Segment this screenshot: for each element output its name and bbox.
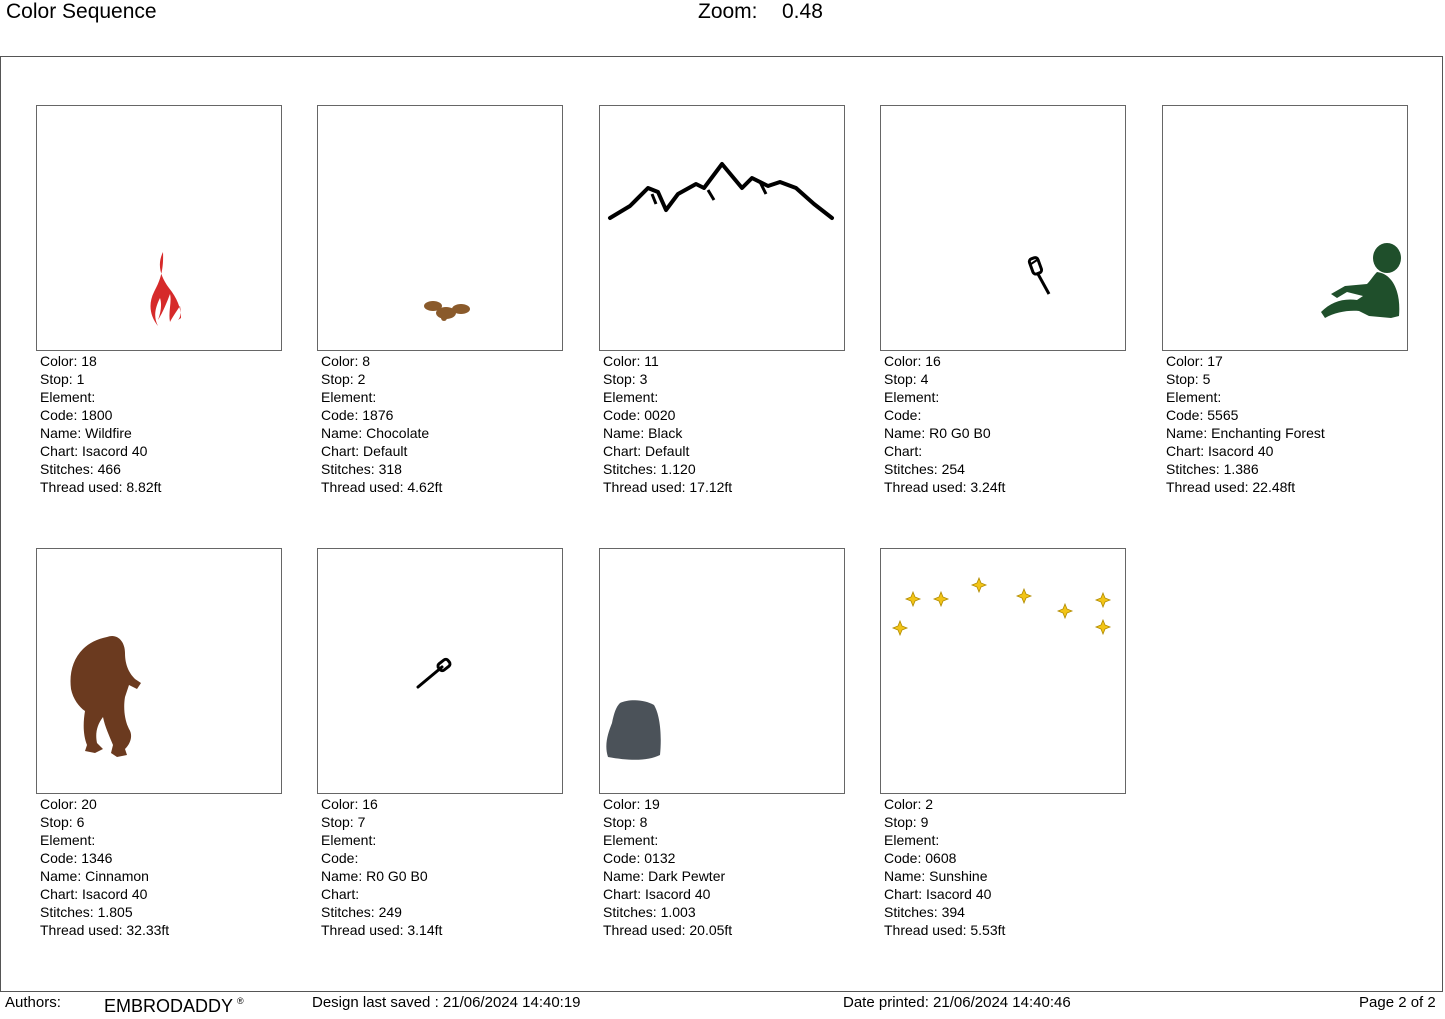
name-value: Name: Wildfire — [40, 425, 132, 441]
stitch-preview-9 — [880, 548, 1126, 794]
thread-used-value: Thread used: 20.05ft — [603, 922, 733, 938]
code-value: Code: — [884, 407, 922, 423]
element-value: Element: — [40, 832, 96, 848]
color-value: Color: 16 — [321, 796, 378, 812]
authors-label: Authors: — [5, 994, 61, 1011]
name-value: Name: Enchanting Forest — [1166, 425, 1325, 441]
bigfoot-icon — [37, 549, 281, 793]
mountain-range-icon — [600, 106, 844, 350]
thread-used-value: Thread used: 17.12ft — [603, 479, 733, 495]
brand-name: EMBRODADDY — [104, 996, 234, 1016]
stop-value: Stop: 6 — [40, 814, 85, 830]
stitch-preview-5 — [1162, 105, 1408, 351]
chart-value: Chart: Default — [321, 443, 408, 459]
stitches-value: Stitches: 249 — [321, 904, 402, 920]
stop-value: Stop: 2 — [321, 371, 366, 387]
color-info-6 — [40, 795, 169, 939]
stitches-value: Stitches: 466 — [40, 461, 121, 477]
chart-value: Chart: Isacord 40 — [40, 443, 148, 459]
stars-icon — [881, 549, 1125, 793]
code-value: Code: 1800 — [40, 407, 113, 423]
date-printed: Date printed: 21/06/2024 14:40:46 — [843, 994, 1071, 1011]
registered-mark: ® — [237, 996, 244, 1006]
thread-used-value: Thread used: 3.24ft — [884, 479, 1006, 495]
color-info-1 — [40, 352, 161, 496]
chart-value: Chart: — [884, 443, 923, 459]
element-value: Element: — [40, 389, 96, 405]
chart-value: Chart: Isacord 40 — [1166, 443, 1274, 459]
thread-used-value: Thread used: 22.48ft — [1166, 479, 1296, 495]
marshmallow-stick-outline-icon — [881, 106, 1125, 350]
stitches-value: Stitches: 1.805 — [40, 904, 133, 920]
marshmallow-pieces-icon — [318, 106, 562, 350]
stop-value: Stop: 4 — [884, 371, 929, 387]
chart-value: Chart: Isacord 40 — [884, 886, 992, 902]
stop-value: Stop: 9 — [884, 814, 929, 830]
page-number: Page 2 of 2 — [1359, 994, 1436, 1011]
sitting-figure-icon — [1163, 106, 1407, 350]
color-info-5 — [1166, 352, 1325, 496]
chart-value: Chart: Isacord 40 — [40, 886, 148, 902]
chart-value: Chart: Isacord 40 — [603, 886, 711, 902]
color-info-7 — [321, 795, 442, 939]
roasting-stick-icon — [318, 549, 562, 793]
color-value: Color: 16 — [884, 353, 941, 369]
thread-used-value: Thread used: 4.62ft — [321, 479, 443, 495]
thread-used-value: Thread used: 32.33ft — [40, 922, 170, 938]
stop-value: Stop: 7 — [321, 814, 366, 830]
color-info-2 — [321, 352, 442, 496]
element-value: Element: — [1166, 389, 1222, 405]
element-value: Element: — [884, 832, 940, 848]
chart-value: Chart: Default — [603, 443, 690, 459]
name-value: Name: Chocolate — [321, 425, 430, 441]
code-value: Code: 1346 — [40, 850, 113, 866]
color-info-3 — [603, 352, 732, 496]
element-value: Element: — [884, 389, 940, 405]
thread-used-value: Thread used: 5.53ft — [884, 922, 1006, 938]
stitch-preview-7 — [317, 548, 563, 794]
brand-logo — [104, 996, 244, 1017]
code-value: Code: 5565 — [1166, 407, 1239, 423]
chart-value: Chart: — [321, 886, 360, 902]
color-value: Color: 20 — [40, 796, 97, 812]
rock-icon — [600, 549, 844, 793]
color-value: Color: 18 — [40, 353, 97, 369]
zoom-value: 0.48 — [782, 0, 823, 23]
stitch-preview-4 — [880, 105, 1126, 351]
color-value: Color: 2 — [884, 796, 934, 812]
name-value: Name: Black — [603, 425, 683, 441]
stop-value: Stop: 3 — [603, 371, 648, 387]
design-last-saved: Design last saved : 21/06/2024 14:40:19 — [312, 994, 581, 1011]
stitches-value: Stitches: 254 — [884, 461, 965, 477]
name-value: Name: R0 G0 B0 — [884, 425, 991, 441]
name-value: Name: R0 G0 B0 — [321, 868, 428, 884]
color-value: Color: 8 — [321, 353, 371, 369]
stitches-value: Stitches: 394 — [884, 904, 965, 920]
stitch-preview-3 — [599, 105, 845, 351]
name-value: Name: Sunshine — [884, 868, 988, 884]
code-value: Code: 0608 — [884, 850, 957, 866]
code-value: Code: — [321, 850, 359, 866]
name-value: Name: Dark Pewter — [603, 868, 726, 884]
thread-used-value: Thread used: 3.14ft — [321, 922, 443, 938]
page-title: Color Sequence — [6, 0, 157, 23]
element-value: Element: — [321, 832, 377, 848]
stitches-value: Stitches: 1.003 — [603, 904, 696, 920]
stop-value: Stop: 5 — [1166, 371, 1211, 387]
color-value: Color: 17 — [1166, 353, 1223, 369]
stitches-value: Stitches: 1.120 — [603, 461, 696, 477]
color-value: Color: 19 — [603, 796, 660, 812]
color-info-9 — [884, 795, 1005, 939]
zoom-label: Zoom: — [698, 0, 758, 23]
stop-value: Stop: 1 — [40, 371, 85, 387]
stitches-value: Stitches: 318 — [321, 461, 402, 477]
color-info-4 — [884, 352, 1005, 496]
stitch-preview-1 — [36, 105, 282, 351]
code-value: Code: 0020 — [603, 407, 676, 423]
stop-value: Stop: 8 — [603, 814, 648, 830]
code-value: Code: 0132 — [603, 850, 676, 866]
element-value: Element: — [603, 389, 659, 405]
stitch-preview-2 — [317, 105, 563, 351]
element-value: Element: — [603, 832, 659, 848]
thread-used-value: Thread used: 8.82ft — [40, 479, 162, 495]
color-value: Color: 11 — [603, 353, 659, 369]
stitch-preview-8 — [599, 548, 845, 794]
flame-icon — [37, 106, 281, 350]
name-value: Name: Cinnamon — [40, 868, 149, 884]
color-info-8 — [603, 795, 732, 939]
stitches-value: Stitches: 1.386 — [1166, 461, 1259, 477]
stitch-preview-6 — [36, 548, 282, 794]
element-value: Element: — [321, 389, 377, 405]
code-value: Code: 1876 — [321, 407, 394, 423]
